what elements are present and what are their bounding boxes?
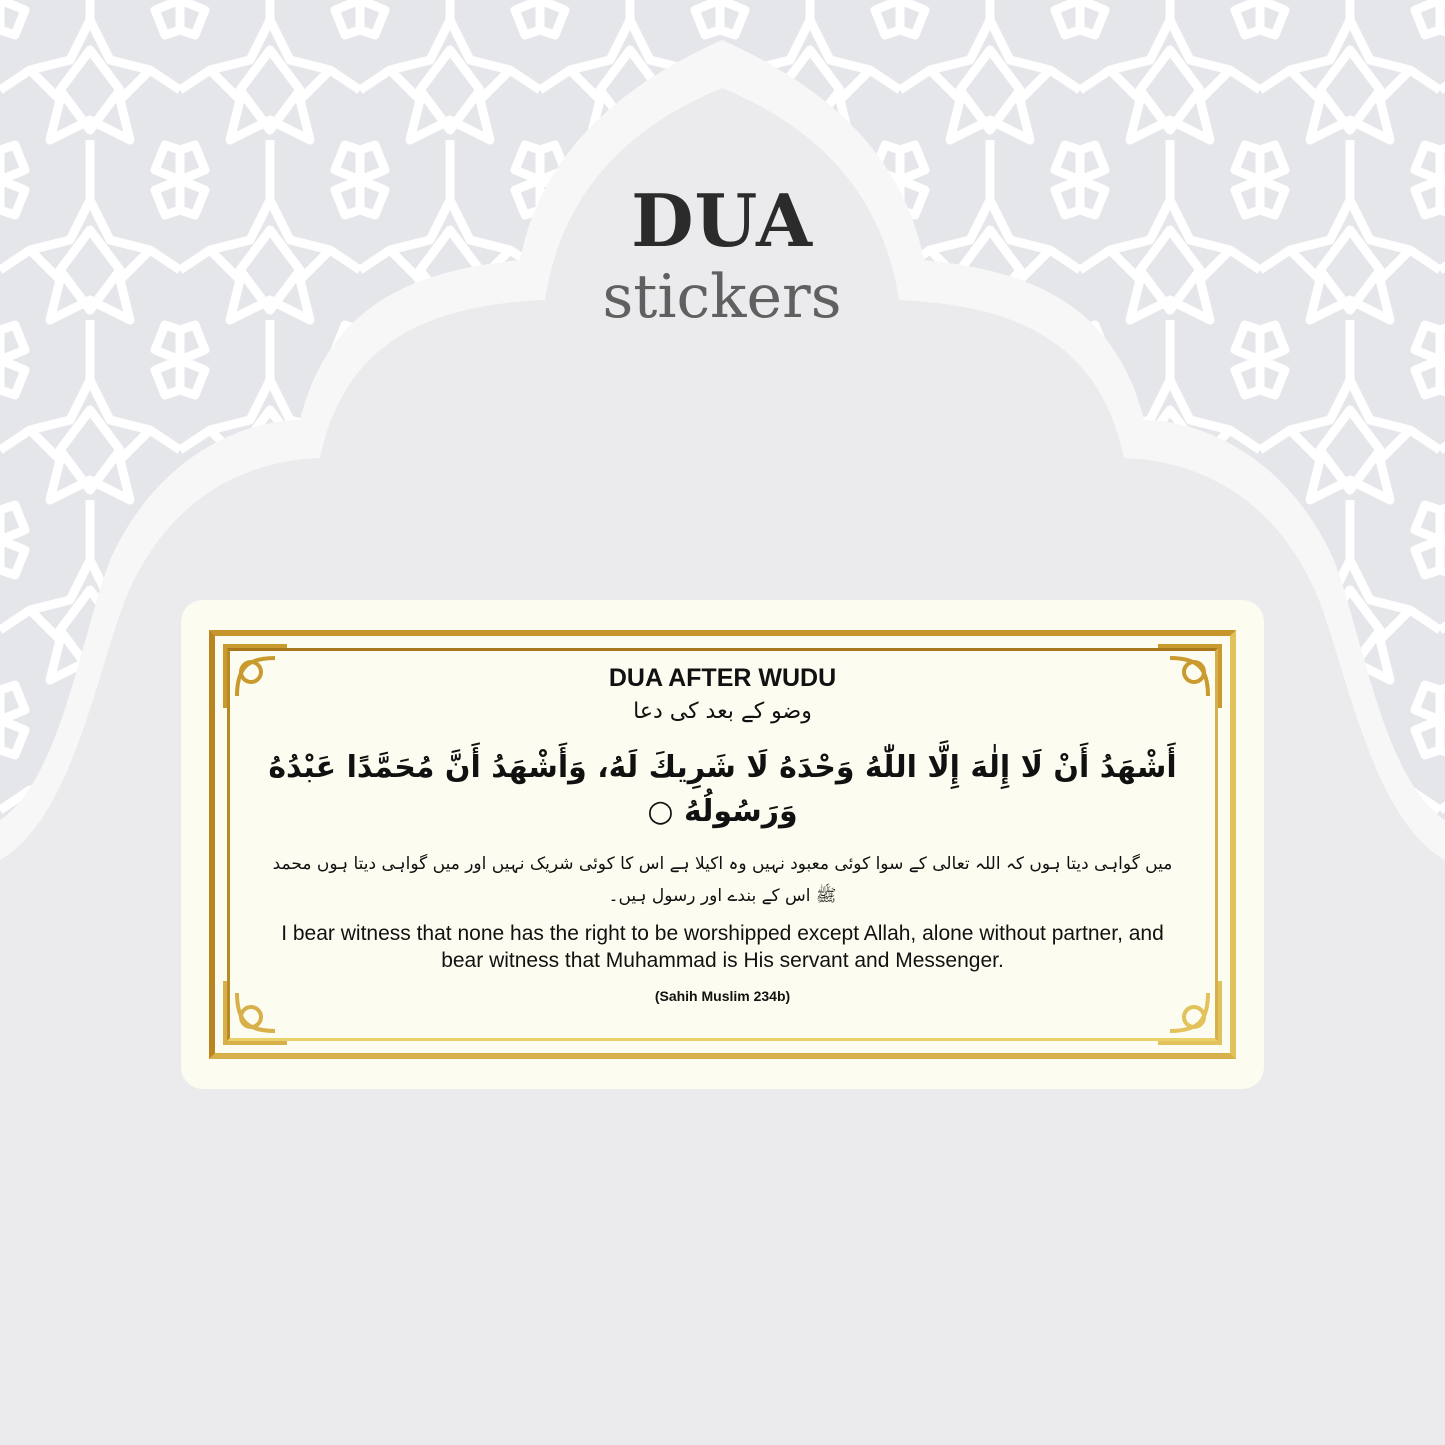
dua-title: DUA AFTER WUDU bbox=[608, 664, 837, 692]
sticker-content bbox=[241, 660, 1204, 1004]
dua-urdu-title: وضو کے بعد کی دعا bbox=[633, 699, 812, 724]
page-title: DUA bbox=[631, 178, 813, 263]
dua-english-translation: I bear witness that none has the right to be worshipped except Allah, alone without partner, and bear witness that Muhammad is His servant and Messenger. bbox=[281, 922, 1164, 972]
dua-urdu-translation: میں گواہی دیتا ہوں کہ اللہ تعالی کے سوا کوئی معبود نہیں وہ اکیلا ہے اس کا کوئی شریک نہیں اور میں گواہی دیتا ہوں محمد ﷺ اس کے بندے اور رسول ہیں۔ bbox=[272, 854, 1173, 906]
dua-arabic-text: أَشْهَدُ أَنْ لَا إِلٰهَ إِلَّا اللّٰهُ وَحْدَهُ لَا شَرِيكَ لَهُ، وَأَشْهَدُ أَنَّ مُحَمَّدًا عَبْدُهُ وَرَسُولُهُ ○ bbox=[268, 750, 1177, 829]
dua-reference: (Sahih Muslim 234b) bbox=[654, 988, 791, 1004]
dua-sticker bbox=[181, 600, 1264, 1089]
heading-block bbox=[522, 178, 922, 330]
page-subtitle: stickers bbox=[602, 262, 842, 332]
